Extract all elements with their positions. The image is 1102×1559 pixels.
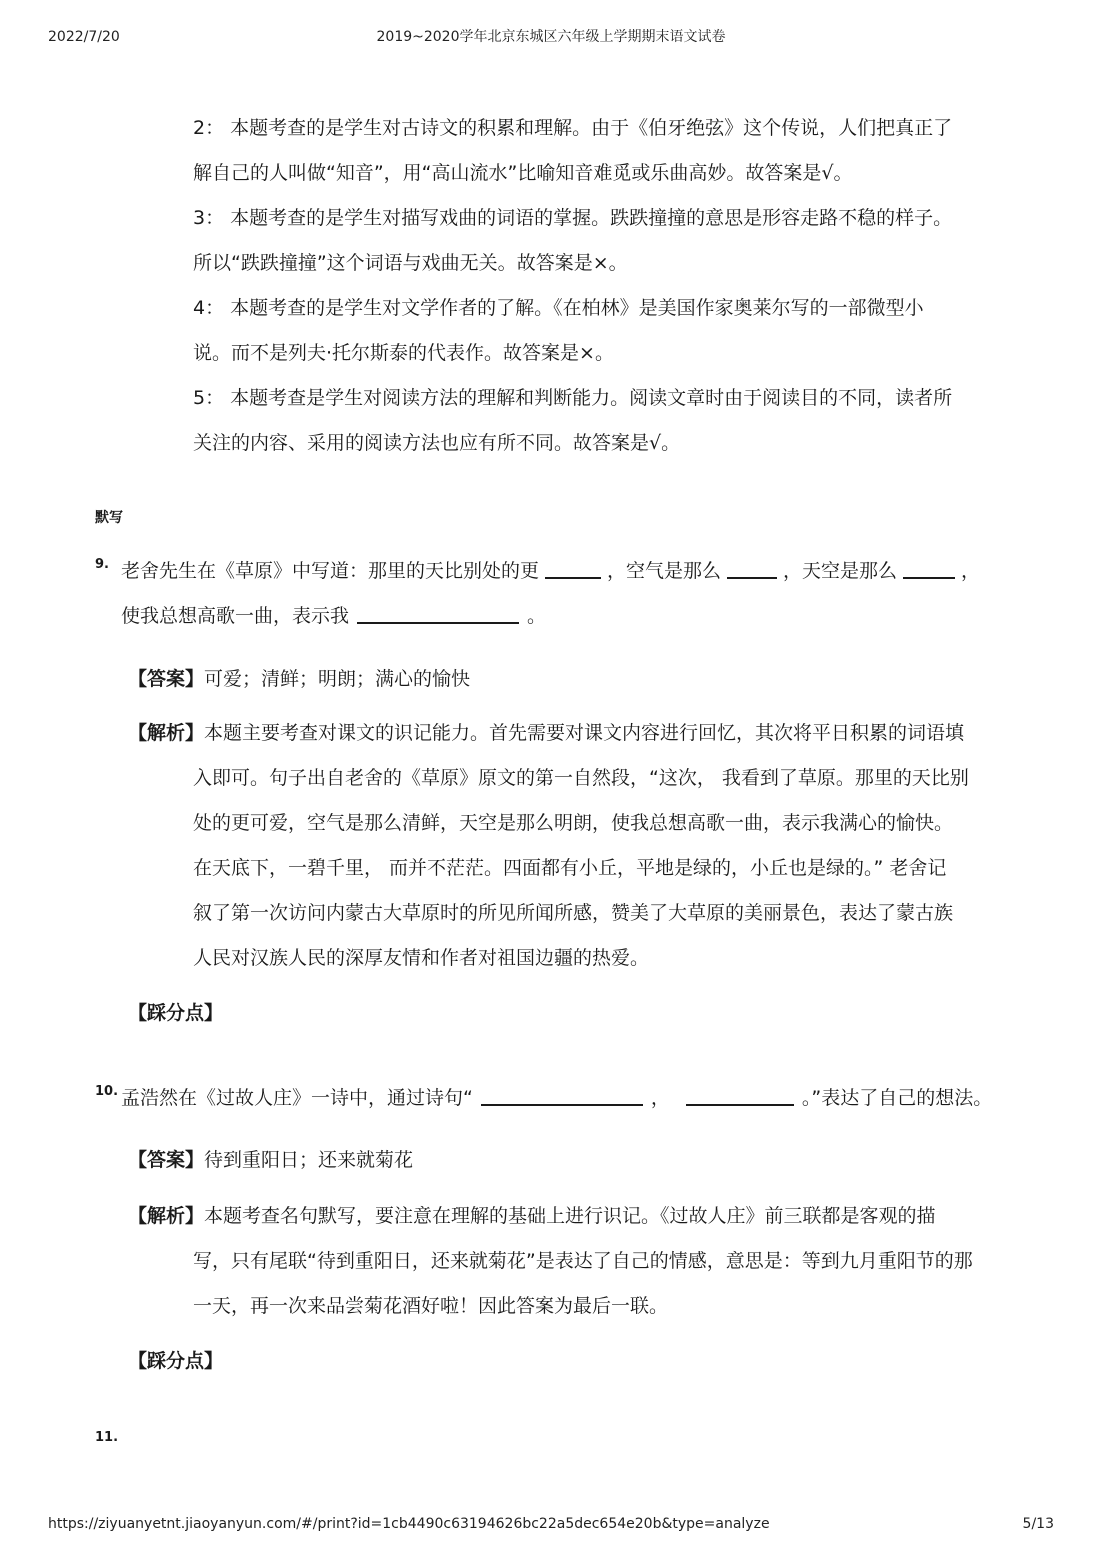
question-text: ，天空是那么: [783, 560, 898, 582]
analysis-body-10: [193, 1239, 973, 1329]
score-label: 【踩分点】: [128, 1002, 224, 1024]
question-text: ，: [961, 560, 981, 582]
analysis-row-9: [128, 711, 964, 755]
section-title: 默写: [95, 510, 123, 526]
question-number-9: 9.: [95, 557, 109, 572]
score-points-10: [128, 1339, 223, 1383]
analysis-line: 在天底下，一碧千里， 而并不茫茫。四面都有小丘，平地是绿的，小丘也是绿的。” 老舍记: [193, 857, 947, 879]
question-text: 使我总想高歌一曲，表示我: [121, 605, 350, 627]
answer-text: 可爱；清鲜；明朗；满心的愉快: [204, 668, 471, 690]
analysis-line: 写，只有尾联“待到重阳日，还来就菊花”是表达了自己的情感，意思是：等到九月重阳节的那: [193, 1250, 973, 1272]
question-9-line-1: [121, 549, 980, 593]
answer-row-10: [128, 1138, 413, 1182]
analysis-text: 本题考查名句默写，要注意在理解的基础上进行识记。《过故人庄》前三联都是客观的描: [204, 1205, 936, 1227]
question-text: 。: [527, 605, 547, 627]
analysis-label: 【解析】: [128, 722, 205, 744]
analysis-line: 所以“跌跌撞撞”这个词语与戏曲无关。故答案是×。: [193, 252, 628, 274]
answer-blank: [686, 1084, 794, 1106]
question-text: ，空气是那么: [607, 560, 722, 582]
analysis-line: 3： 本题考查的是学生对描写戏曲的词语的掌握。跌跌撞撞的意思是形容走路不稳的样子。: [193, 207, 953, 229]
question-number-10: 10.: [95, 1084, 119, 1099]
analysis-line: 说。而不是列夫·托尔斯泰的代表作。故答案是×。: [193, 342, 614, 364]
footer-url: https://ziyuanyetnt.jiaoyanyun.com/#/print?id=1cb4490c63194626bc22a5dec654e20b&type=analyze: [48, 1516, 770, 1532]
previous-analysis: [193, 106, 1013, 466]
answer-blank: [727, 557, 777, 579]
answer-blank: [545, 557, 601, 579]
page-number: 5/13: [1022, 1516, 1054, 1532]
analysis-line: 关注的内容、采用的阅读方法也应有所不同。故答案是√。: [193, 432, 681, 454]
question-text: 孟浩然在《过故人庄》一诗中，通过诗句“: [121, 1087, 473, 1109]
analysis-label: 【解析】: [128, 1205, 205, 1227]
answer-label: 【答案】: [128, 668, 205, 690]
analysis-body-9: [193, 756, 969, 981]
analysis-line: 入即可。句子出自老舍的《草原》原文的第一自然段，“这次， 我看到了草原。那里的天比别: [193, 767, 969, 789]
print-date: 2022/7/20: [48, 29, 120, 45]
answer-blank: [903, 557, 955, 579]
question-text: ，: [650, 1087, 670, 1109]
analysis-line: 叙了第一次访问内蒙古大草原时的所见所闻所感，赞美了大草原的美丽景色，表达了蒙古族: [193, 902, 954, 924]
analysis-line: 5： 本题考查是学生对阅读方法的理解和判断能力。阅读文章时由于阅读目的不同，读者所: [193, 387, 953, 409]
answer-row-9: [128, 657, 470, 701]
analysis-row-10: [128, 1194, 936, 1238]
analysis-text: 本题主要考查对课文的识记能力。首先需要对课文内容进行回忆，其次将平日积累的词语填: [204, 722, 965, 744]
analysis-line: 一天，再一次来品尝菊花酒好啦！因此答案为最后一联。: [193, 1295, 669, 1317]
analysis-line: 4： 本题考查的是学生对文学作者的了解。《在柏林》是美国作家奥莱尔写的一部微型小: [193, 297, 924, 319]
analysis-line: 人民对汉族人民的深厚友情和作者对祖国边疆的热爱。: [193, 947, 650, 969]
answer-blank: [357, 602, 519, 624]
score-label: 【踩分点】: [128, 1350, 224, 1372]
answer-text: 待到重阳日；还来就菊花: [204, 1149, 414, 1171]
question-text: 。”表达了自己的想法。: [801, 1087, 993, 1109]
question-text: 老舍先生在《草原》中写道：那里的天比别处的更: [121, 560, 540, 582]
answer-label: 【答案】: [128, 1149, 205, 1171]
analysis-line: 处的更可爱，空气是那么清鲜，天空是那么明朗，使我总想高歌一曲，表示我满心的愉快。: [193, 812, 954, 834]
question-9-line-2: [121, 594, 546, 638]
score-points-9: [128, 991, 223, 1035]
analysis-line: 解自己的人叫做“知音”，用“高山流水”比喻知音难觅或乐曲高妙。故答案是√。: [193, 162, 853, 184]
question-10-line: [121, 1076, 992, 1120]
document-title: 2019~2020学年北京东城区六年级上学期期末语文试卷: [376, 29, 726, 45]
question-number-11: 11.: [95, 1430, 119, 1445]
answer-blank: [481, 1084, 643, 1106]
analysis-line: 2： 本题考查的是学生对古诗文的积累和理解。由于《伯牙绝弦》这个传说，人们把真正了: [193, 117, 953, 139]
